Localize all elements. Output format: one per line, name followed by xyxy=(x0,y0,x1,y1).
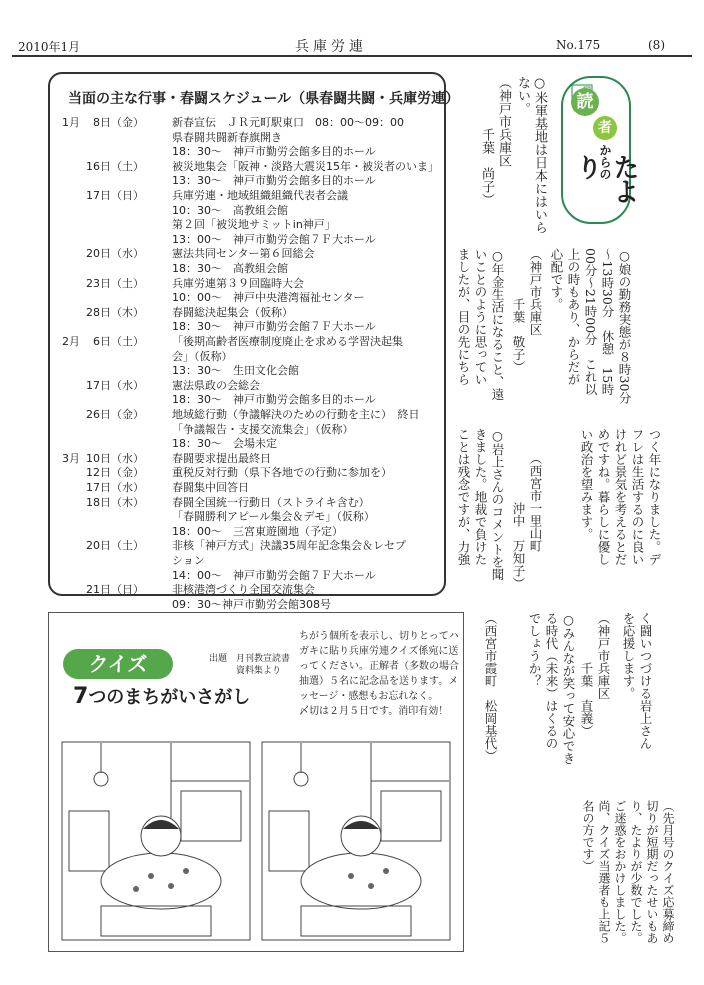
schedule-day: 12日（金） xyxy=(86,466,144,479)
schedule-day: 17日（日） xyxy=(86,189,144,202)
schedule-text: 18：30～ 神戸市勤労会館７Ｆ大ホール xyxy=(172,320,376,333)
issue-number: No.175 xyxy=(556,38,601,52)
schedule-text: 13：30～ 生田文化会館 xyxy=(172,364,299,377)
header-rule xyxy=(12,55,692,57)
schedule-text: 13：00～ 神戸市勤労会館７Ｆ大ホール xyxy=(172,233,376,246)
schedule-text: ション xyxy=(172,554,205,567)
schedule-text: 18：00～ 三宮東遊園地（予定） xyxy=(172,525,343,538)
badge-char-doku: 読 xyxy=(571,88,599,116)
quiz-subtitle-number: 7 xyxy=(73,684,89,709)
schedule-day: 10日（水） xyxy=(86,452,144,465)
quiz-subtitle xyxy=(73,683,250,709)
schedule-day: 28日（木） xyxy=(86,306,144,319)
letter-text: く闘いつづける岩上さん を応援します。 xyxy=(621,612,653,750)
schedule-day: 20日（土） xyxy=(86,539,144,552)
schedule-text: 春闘要求提出最終日 xyxy=(172,452,271,465)
quiz-box xyxy=(48,612,464,952)
schedule-day: 20日（水） xyxy=(86,247,144,260)
schedule-text: 春闘総決起集会（仮称） xyxy=(172,306,293,319)
badge-tayori: たより xyxy=(572,154,639,202)
schedule-month: 2月 xyxy=(62,335,80,348)
letter-signature: （西宮市一里山町 沖中 万知子） xyxy=(511,452,543,590)
schedule-day: 17日（水） xyxy=(86,481,144,494)
letter-text: ○米軍基地は日本にはいら ない。 xyxy=(515,76,547,234)
schedule-text: 憲法県政の会総会 xyxy=(172,379,260,392)
letter-signature: （神戸市兵庫区 千葉 直義） xyxy=(579,612,611,737)
editor-note: （先月号のクイズ応募締め 切りが短期だったせいもあ り、たよりが少数でした。 ご迷惑をおかけしました。 尚、クイズ当選者も上記５ 名の方です） xyxy=(581,800,675,944)
quiz-subtitle-text: つのまちがいさがし xyxy=(88,687,251,708)
schedule-text: 兵庫労連・地域組織組織代表者会議 xyxy=(172,189,348,202)
schedule-text: 09：30～神戸市勤労会館308号 xyxy=(172,598,331,611)
quiz-source: 出題 月刊教宣読書 資料集より xyxy=(209,654,291,676)
schedule-text: 地域総行動（争議解決のための行動を主に） 終日 xyxy=(172,408,420,421)
schedule-text: 18：30～ 会場未定 xyxy=(172,437,277,450)
letter-text: ○娘の勤務実態が８時30分 ～13時30分 休憩 15時 00分～21時00分 これ以 上の時もあり、からだが 心配です。 xyxy=(549,248,632,404)
page-number: (8) xyxy=(648,38,665,52)
quiz-instructions-text: ちがう個所を表示し、切りとってハガキに貼り兵庫労連クイズ係宛に送ってください。正解者（多数の場合抽選）５名に記念品を送ります。メッセージ・感想もお忘れなく。 xyxy=(299,631,459,702)
quiz-picture-left[interactable] xyxy=(61,741,251,941)
schedule-text: 春闘全国統一行動日（ストライキ含む） xyxy=(172,496,370,509)
schedule-day: 18日（木） xyxy=(86,496,144,509)
letter-text: ○年金生活になること、遠 いことのように思ってい ましたが、目の先にちら xyxy=(456,248,505,401)
schedule-text: 兵庫労連第３９回臨時大会 xyxy=(172,277,304,290)
quiz-picture-right[interactable] xyxy=(261,741,451,941)
letter-text: つく年になりました。デ フレは生活するのに良い けれど景気を考えるとだ めですね。暮らしに優し い政治を望みます。 xyxy=(579,428,662,566)
schedule-text: 10：00～ 神戸中央港湾福祉センター xyxy=(172,291,365,304)
quiz-deadline: 〆切は２月５日です。消印有効！ xyxy=(299,706,449,717)
schedule-text: 非核「神戸方式」決議35周年記念集会＆レセプ xyxy=(172,539,406,552)
badge-karano: からの xyxy=(598,144,612,180)
schedule-text: 春闘集中回答日 xyxy=(172,481,249,494)
newsletter-title: 兵庫労連 xyxy=(295,39,367,55)
schedule-box xyxy=(48,72,460,611)
schedule-text: 憲法共同センター第６回総会 xyxy=(172,247,315,260)
schedule-text: 18：30～ 神戸市勤労会館多目的ホール xyxy=(172,393,376,406)
schedule-text: 被災地集会「阪神・淡路大震災15年・被災者のいま」 xyxy=(172,160,439,173)
schedule-text: 会」（仮称） xyxy=(172,350,233,363)
schedule-month: 1月 xyxy=(62,116,80,129)
schedule-title: 当面の主な行事・春闘スケジュール（県春闘共闘・兵庫労連） xyxy=(68,91,460,107)
letter-signature: （神戸市兵庫区 千葉 敬子） xyxy=(511,248,543,373)
schedule-day: 17日（水） xyxy=(86,379,144,392)
schedule-month: 3月 xyxy=(62,452,80,465)
schedule-text: 非核港湾づくり全国交流集会 xyxy=(172,583,315,596)
schedule-text: 新春宣伝 ＪＲ元町駅東口 08：00～09：00 xyxy=(172,116,404,129)
schedule-text: 13：30～ 神戸市勤労会館多目的ホール xyxy=(172,174,376,187)
schedule-day: 21日（日） xyxy=(86,583,144,596)
quiz-instructions xyxy=(299,629,459,719)
schedule-text: 18：30～ 高教組会館 xyxy=(172,262,288,275)
schedule-day: 23日（土） xyxy=(86,277,144,290)
readers-letters-badge xyxy=(561,76,639,224)
schedule-text: 10：30～ 高教組会館 xyxy=(172,204,288,217)
schedule-day: 26日（金） xyxy=(86,408,144,421)
letter-text: ○岩上さんのコメントを聞 きました。地裁で負けた ことは残念ですが、力強 xyxy=(456,428,505,581)
schedule-text: 「春闘勝利アピール集会＆デモ」（仮称） xyxy=(172,510,375,523)
schedule-text: 県春闘共闘新春旗開き xyxy=(172,131,282,144)
schedule-text: 14：00～ 神戸市勤労会館７Ｆ大ホール xyxy=(172,569,376,582)
badge-char-sha: 者 xyxy=(593,116,617,140)
schedule-text: 「後期高齢者医療制度廃止を求める学習決起集 xyxy=(172,335,403,348)
quiz-badge: クイズ xyxy=(63,649,173,679)
letter-text: ○みんなが笑って安心でき る時代（未来）はくるの でしょうか？ xyxy=(527,612,576,765)
schedule-text: 「争議報告・支援交流集会」（仮称） xyxy=(172,423,354,436)
letter-signature: （神戸市兵庫区 千葉 尚子） xyxy=(479,76,511,206)
schedule-text: 第２回「被災地サミットin神戸」 xyxy=(172,218,336,231)
schedule-text: 18：30～ 神戸市勤労会館多目的ホール xyxy=(172,145,376,158)
schedule-day: 6日（土） xyxy=(93,335,144,348)
schedule-text: 重税反対行動（県下各地での行動に参加を） xyxy=(172,466,392,479)
schedule-day: 16日（土） xyxy=(86,160,144,173)
issue-date: 2010年1月 xyxy=(18,40,81,54)
schedule-day: 8日（金） xyxy=(93,116,144,129)
letter-signature: （西宮市霞町 松岡基代） xyxy=(483,612,498,762)
